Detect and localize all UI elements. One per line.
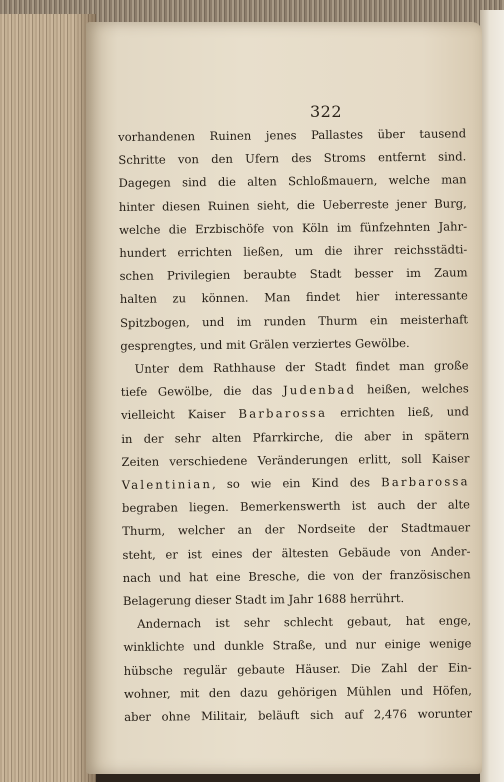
spaced-word: Valentinian [121,477,213,493]
facing-page-edge [480,10,504,782]
text-line [121,424,469,451]
text-segment: Zeiten verschiedene Veränderungen erlitt, soll Kaiser [121,451,470,469]
text-segment: nach und hat eine Bresche, die von der französischen [122,567,471,585]
text-segment: vielleicht Kaiser [120,407,239,423]
text-segment: Andernach ist sehr schlecht gebaut, hat enge, [137,613,472,632]
text-line [122,540,470,567]
text-segment: hübsche regulär gebaute Häuser. Die Zahl der Ein- [123,659,472,678]
text-line [120,308,468,335]
spaced-word: Barbarossa [381,474,470,490]
text-line [121,401,469,428]
text-segment: errichten ließ, und [327,404,470,421]
text-segment: Thurm, welcher an der Nordseite der Stadtmauer [122,520,471,539]
text-segment: schen Privilegien beraubte Stadt besser im Zaum [119,265,468,284]
text-line [123,633,471,660]
text-segment: vorhandenen Ruinen jenes Pallastes über tausend [118,126,467,144]
text-segment: , so wie ein Kind des [212,475,382,492]
text-segment: hundert errichten ließen, um die ihrer reichsstädti- [119,242,468,261]
text-segment: Spitzbogen, und im runden Thurm ein meisterhaft [119,311,469,330]
text-segment: heißen, welches [356,381,469,397]
text-segment: begraben liegen. Bemerkenswerth ist auch der alte [121,497,471,516]
text-line [123,563,471,590]
text-segment: Belagerung dieser Stadt im Jahr 1688 herrührt. [122,591,405,609]
text-segment: winklichte und dunkle Straße, und nur einige wenige [123,636,472,655]
text-segment: aber ohne Militair, beläuft sich auf 2,476 worunter [124,706,473,725]
spaced-word: Barbarossa [238,406,328,422]
text-segment: gesprengtes, und mit Grälen verziertes Gewölbe. [120,335,410,353]
text-segment: Unter dem Rathhause der Stadt findet man große [134,358,469,376]
text-segment: Schritte von den Ufern des Stroms entfernt sind. [118,149,467,168]
text-line [122,517,470,544]
text-segment: wohner, mit den dazu gehörigen Mühlen und Höfen, [123,683,473,701]
text-segment: in der sehr alten Pfarrkirche, die aber in spätern [121,427,470,446]
text-line [124,702,472,729]
text-segment: Dagegen sind die alten Schloßmauern, welche man [118,172,467,191]
text-line [119,192,467,219]
text-line [124,656,472,683]
page-block-edge [0,14,96,782]
text-segment: hinter diesen Ruinen sieht, die Ueberreste jener Burg, [118,195,467,214]
text-segment: tiefe Gewölbe, die das [120,383,284,400]
text-segment: halten zu können. Man findet hier interessante [119,288,468,307]
page-text [118,122,472,729]
text-segment: welche die Erzbischöfe von Köln im fünfzehnten Jahr- [119,219,468,237]
spaced-word: Judenbad [282,382,357,398]
text-segment: steht, er ist eines der ältesten Gebäude von Ander- [122,543,471,562]
text-line [118,169,466,196]
text-line [120,285,468,312]
page-number: 322 [310,102,343,121]
